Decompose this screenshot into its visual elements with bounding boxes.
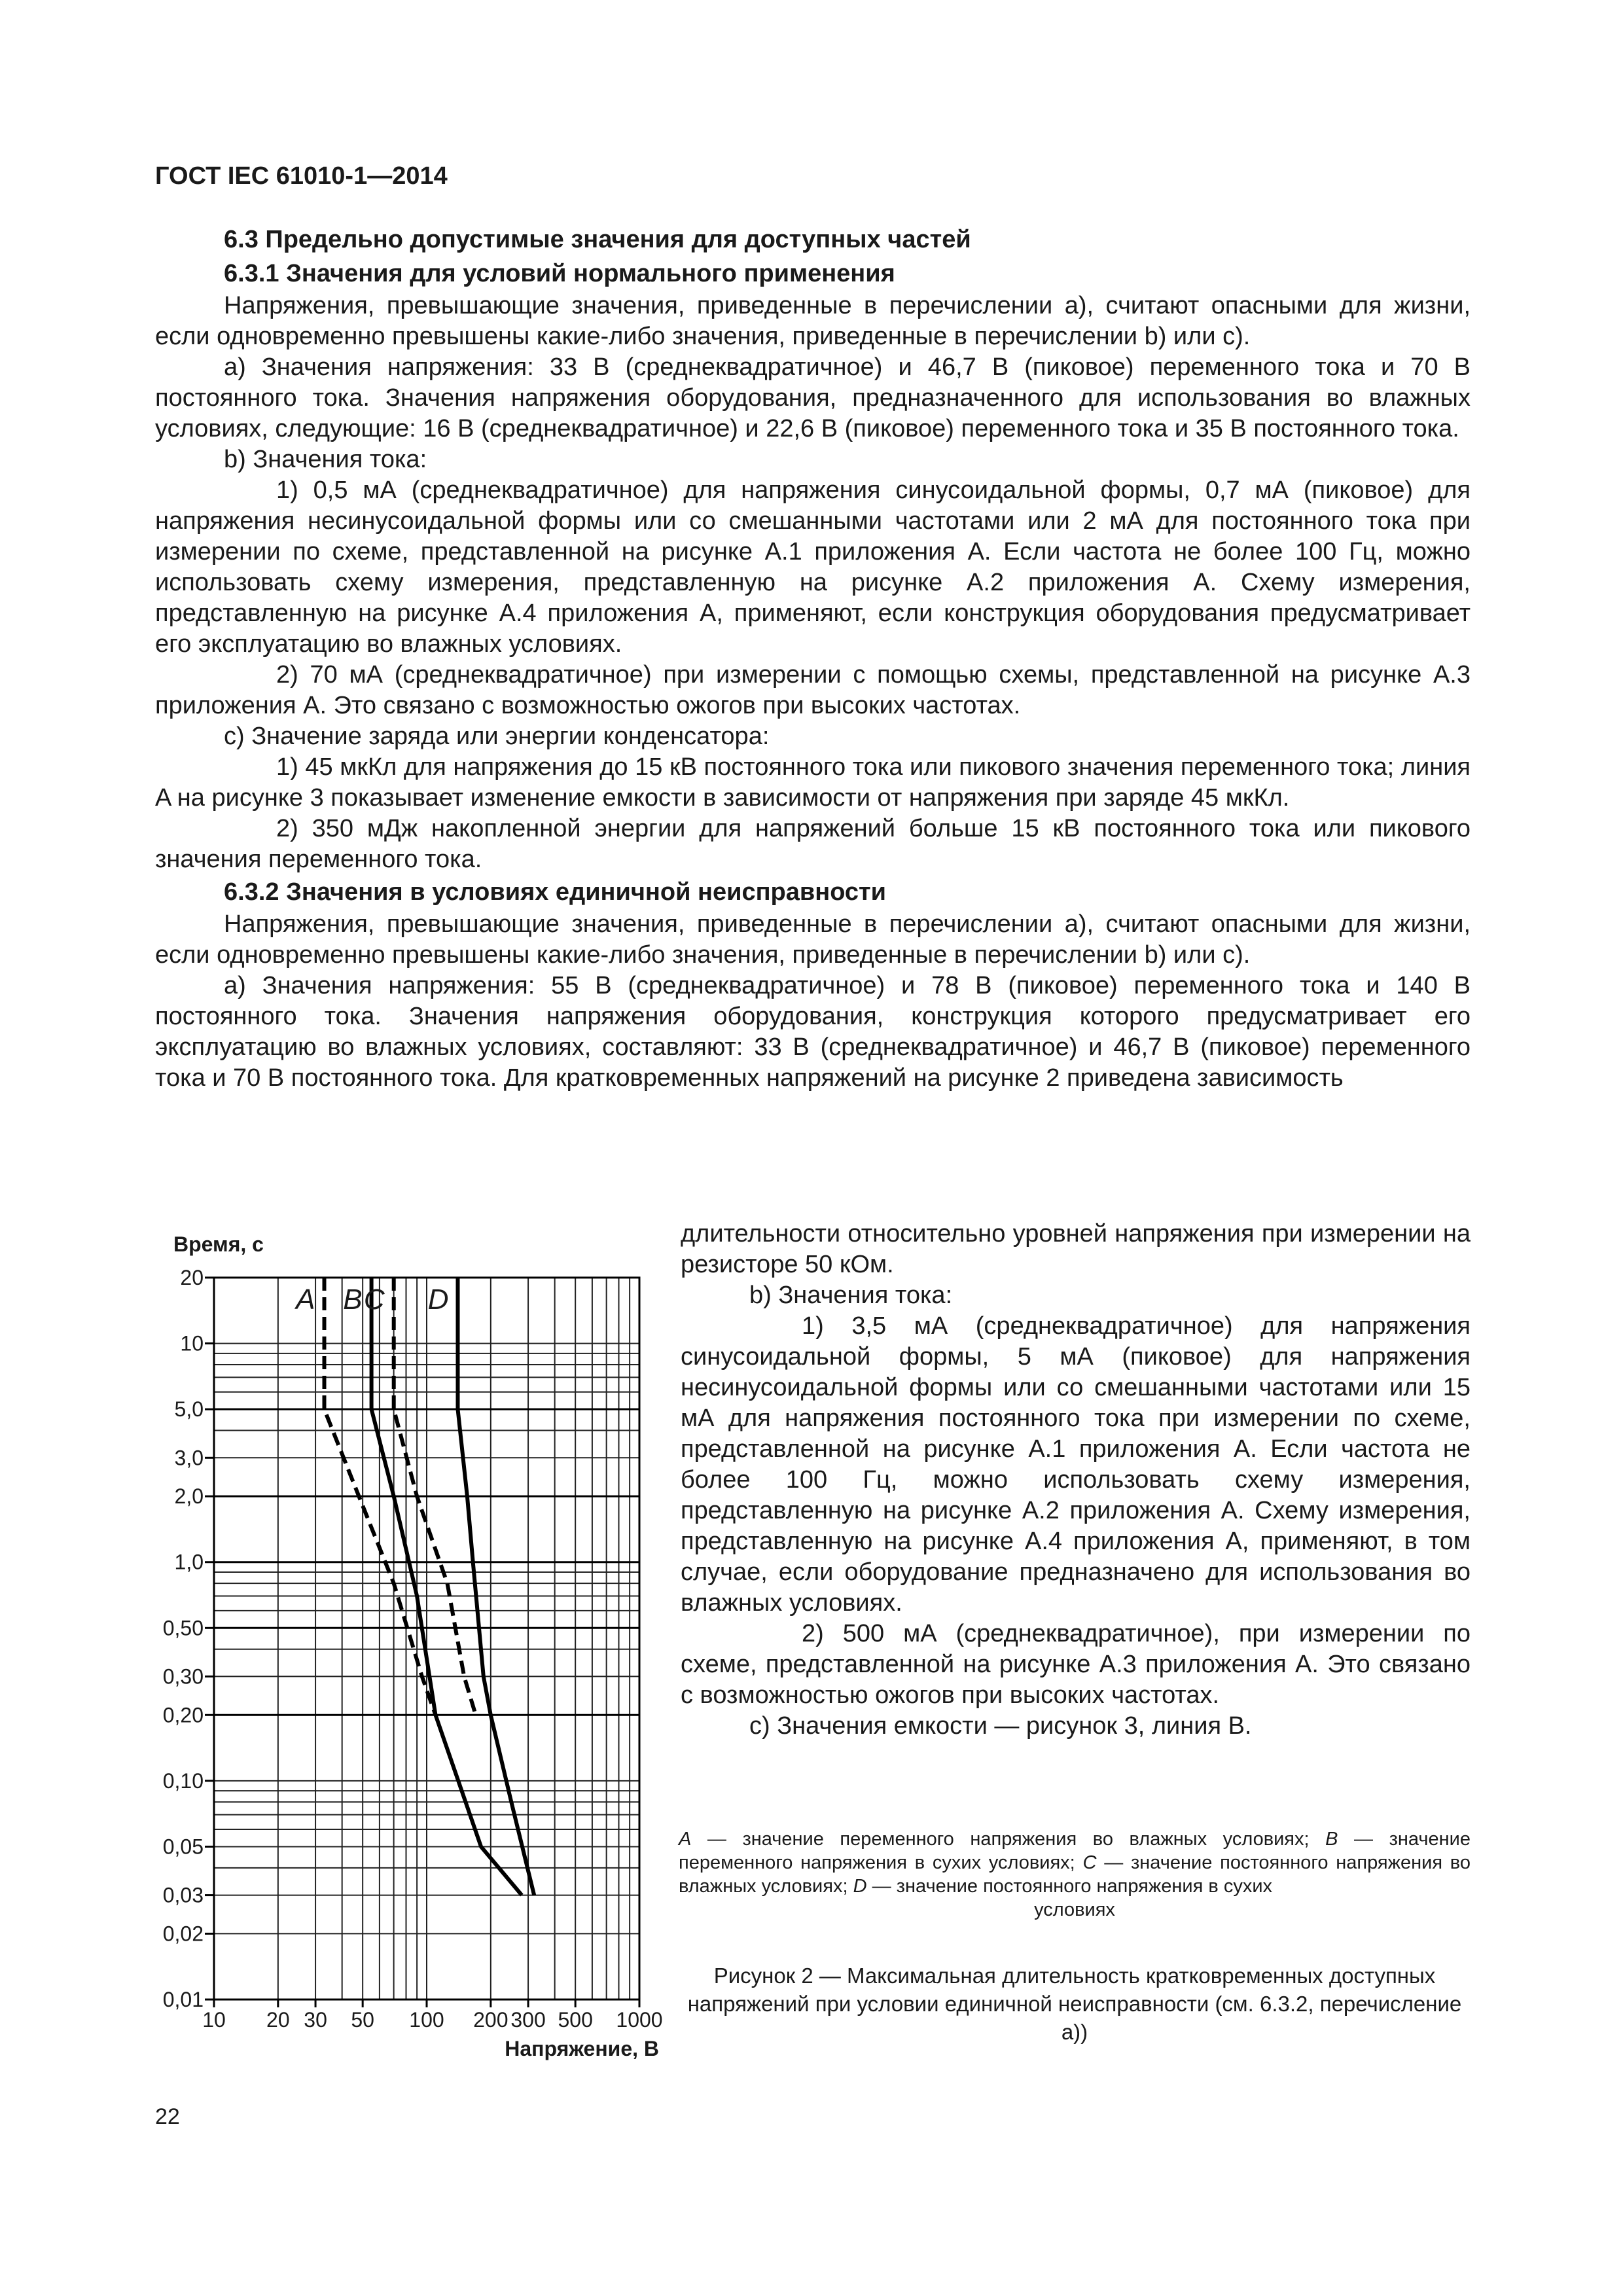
paragraph: Напряжения, превышающие значения, приведенные в перечислении a), считают опасными для жизни, если одновременно превышены какие-либо значения, приведенные в перечислении b) или c). xyxy=(155,910,1471,969)
right-column-text xyxy=(681,1219,1471,1742)
list-item: a) Значения напряжения: 33 В (среднеквадратичное) и 46,7 В (пиковое) переменного тока и 70 В постоянного тока. Значения напряжения оборудования, предназначенного для использования во влажных условиях, следующие: 16 В (среднеквадратичное) и 22,6 В (пиковое) переменного тока и 35 В постоянного тока. xyxy=(155,353,1471,442)
x-tick-label: 30 xyxy=(304,2008,327,2032)
y-tick-label: 0,10 xyxy=(162,1768,204,1793)
list-item: 1) 45 мкКл для напряжения до 15 кВ постоянного тока или пикового значения переменного тока; линия A на рисунке 3 показывает изменение емкости в зависимости от напряжения при заряде 45 мкКл. xyxy=(155,753,1471,812)
list-item: b) Значения тока: xyxy=(224,446,427,473)
document-code: ГОСТ IEC 61010-1—2014 xyxy=(155,162,448,190)
x-tick-label: 50 xyxy=(351,2008,374,2032)
figure-caption: Рисунок 2 — Максимальная длительность кратковременных доступных напряжений при условии единичной неисправности (см. 6.3.2, перечисление a)) xyxy=(687,1964,1462,2044)
section-6-3-title: 6.3 Предельно допустимые значения для доступных частей xyxy=(224,226,971,253)
series-label-d: D xyxy=(427,1283,449,1316)
x-tick-label: 20 xyxy=(266,2008,290,2032)
y-tick-label: 20 xyxy=(180,1266,204,1289)
list-item: 1) 0,5 мА (среднеквадратичное) для напряжения синусоидальной формы, 0,7 мА (пиковое) для напряжения несинусоидальной формы или со смешанными частотами или 2 мА для постоянного тока при измерении по схеме, представленной на рисунке A.1 приложения A. Если частота не более 100 Гц, можно использовать схему измерения, представленную на рисунке A.2 приложения A. Схему измерения, представленную на рисунке A.4 приложения A, применяют, если конструкция оборудования предусматривает его эксплуатацию во влажных условиях. xyxy=(155,476,1471,658)
list-item: a) Значения напряжения: 55 В (среднеквадратичное) и 78 В (пиковое) переменного тока и 140 В постоянного тока. Значения напряжения оборудования, конструкция которого предусматривает его эксплуатацию во влажных условиях, составляют: 33 В (среднеквадратичное) и 46,7 В (пиковое) переменного тока и 70 В постоянного тока. Для кратковременных напряжений на рисунке 2 приведена зависимость xyxy=(155,972,1471,1092)
chart-svg xyxy=(155,1230,679,2081)
y-tick-label: 0,05 xyxy=(162,1835,204,1859)
list-item: 2) 350 мДж накопленной энергии для напряжений больше 15 кВ постоянного тока или пикового значения переменного тока. xyxy=(155,815,1471,873)
y-tick-label: 0,03 xyxy=(162,1883,204,1907)
list-item: c) Значение заряда или энергии конденсатора: xyxy=(224,723,770,750)
legend-text-c: — значение постоянного напряжения во влажных условиях; xyxy=(679,1852,1471,1897)
y-axis-label: Время, с xyxy=(173,1232,264,1256)
y-tick-label: 0,20 xyxy=(162,1703,204,1727)
legend-key-d: D xyxy=(853,1876,867,1897)
legend-key-c: C xyxy=(1082,1852,1097,1873)
figure-legend xyxy=(679,1827,1471,1922)
series-label-b: B xyxy=(343,1283,363,1316)
x-tick-label: 1000 xyxy=(616,2008,663,2032)
list-item: 2) 70 мА (среднеквадратичное) при измерении с помощью схемы, представленной на рисунке A.3 приложения A. Это связано с возможностью ожогов при высоких частотах. xyxy=(155,661,1471,719)
legend-text-b: — значение переменного напряжения в сухих условиях; xyxy=(679,1829,1471,1873)
y-tick-label: 5,0 xyxy=(174,1397,204,1422)
legend-text-d: — значение постоянного напряжения в сухих xyxy=(866,1876,1273,1897)
x-tick-label: 300 xyxy=(510,2008,546,2032)
legend-key-b: B xyxy=(1325,1829,1338,1850)
y-tick-label: 0,02 xyxy=(162,1922,204,1946)
y-tick-label: 3,0 xyxy=(174,1446,204,1470)
list-item: 2) 500 мА (среднеквадратичное), при измерении по схеме, представленной на рисунке A.3 приложения A. Это связано с возможностью ожогов при высоких частотах. xyxy=(681,1620,1471,1709)
x-axis-label: Напряжение, В xyxy=(505,2037,659,2060)
list-item: b) Значения тока: xyxy=(749,1282,953,1309)
series-label-a: A xyxy=(296,1283,315,1316)
paragraph: Напряжения, превышающие значения, приведенные в перечислении a), считают опасными для жизни, если одновременно превышены какие-либо значения, приведенные в перечислении b) или c). xyxy=(155,292,1471,350)
legend-text-a: — значение переменного напряжения во влажных условиях; xyxy=(691,1829,1326,1850)
page-number: 22 xyxy=(155,2104,180,2129)
list-item: c) Значения емкости — рисунок 3, линия B. xyxy=(749,1712,1252,1740)
y-tick-label: 0,30 xyxy=(162,1664,204,1689)
y-tick-label: 0,01 xyxy=(162,1988,204,2011)
legend-text-end: условиях xyxy=(1034,1899,1115,1920)
y-tick-label: 2,0 xyxy=(174,1484,204,1509)
x-tick-label: 100 xyxy=(409,2008,444,2032)
x-tick-label: 10 xyxy=(202,2008,226,2032)
section-6-3-2-title: 6.3.2 Значения в условиях единичной неисправности xyxy=(224,878,887,906)
y-tick-label: 10 xyxy=(180,1331,204,1355)
paragraph: длительности относительно уровней напряжения при измерении на резисторе 50 кОм. xyxy=(681,1220,1471,1278)
figure-2-chart xyxy=(155,1230,679,2081)
x-tick-label: 500 xyxy=(558,2008,593,2032)
y-tick-label: 1,0 xyxy=(174,1550,204,1574)
body-text xyxy=(155,223,1471,1094)
legend-key-a: A xyxy=(679,1829,692,1850)
x-tick-label: 200 xyxy=(473,2008,508,2032)
list-item: 1) 3,5 мА (среднеквадратичное) для напряжения синусоидальной формы, 5 мА (пиковое) для напряжения несинусоидальной формы или со смешанными частотами или 15 мА для напряжения постоянного тока при измерении по схеме, представленной на рисунке A.1 приложения A. Если частота не более 100 Гц, можно использовать схему измерения, представленную на рисунке A.2 приложения A. Схему измерения, представленную на рисунке A.4 приложения A, применяют, в том случае, если оборудование предназначено для использования во влажных условиях. xyxy=(681,1312,1471,1617)
y-tick-label: 0,50 xyxy=(162,1616,204,1640)
section-6-3-1-title: 6.3.1 Значения для условий нормального применения xyxy=(224,260,895,287)
series-label-c: C xyxy=(363,1283,385,1316)
